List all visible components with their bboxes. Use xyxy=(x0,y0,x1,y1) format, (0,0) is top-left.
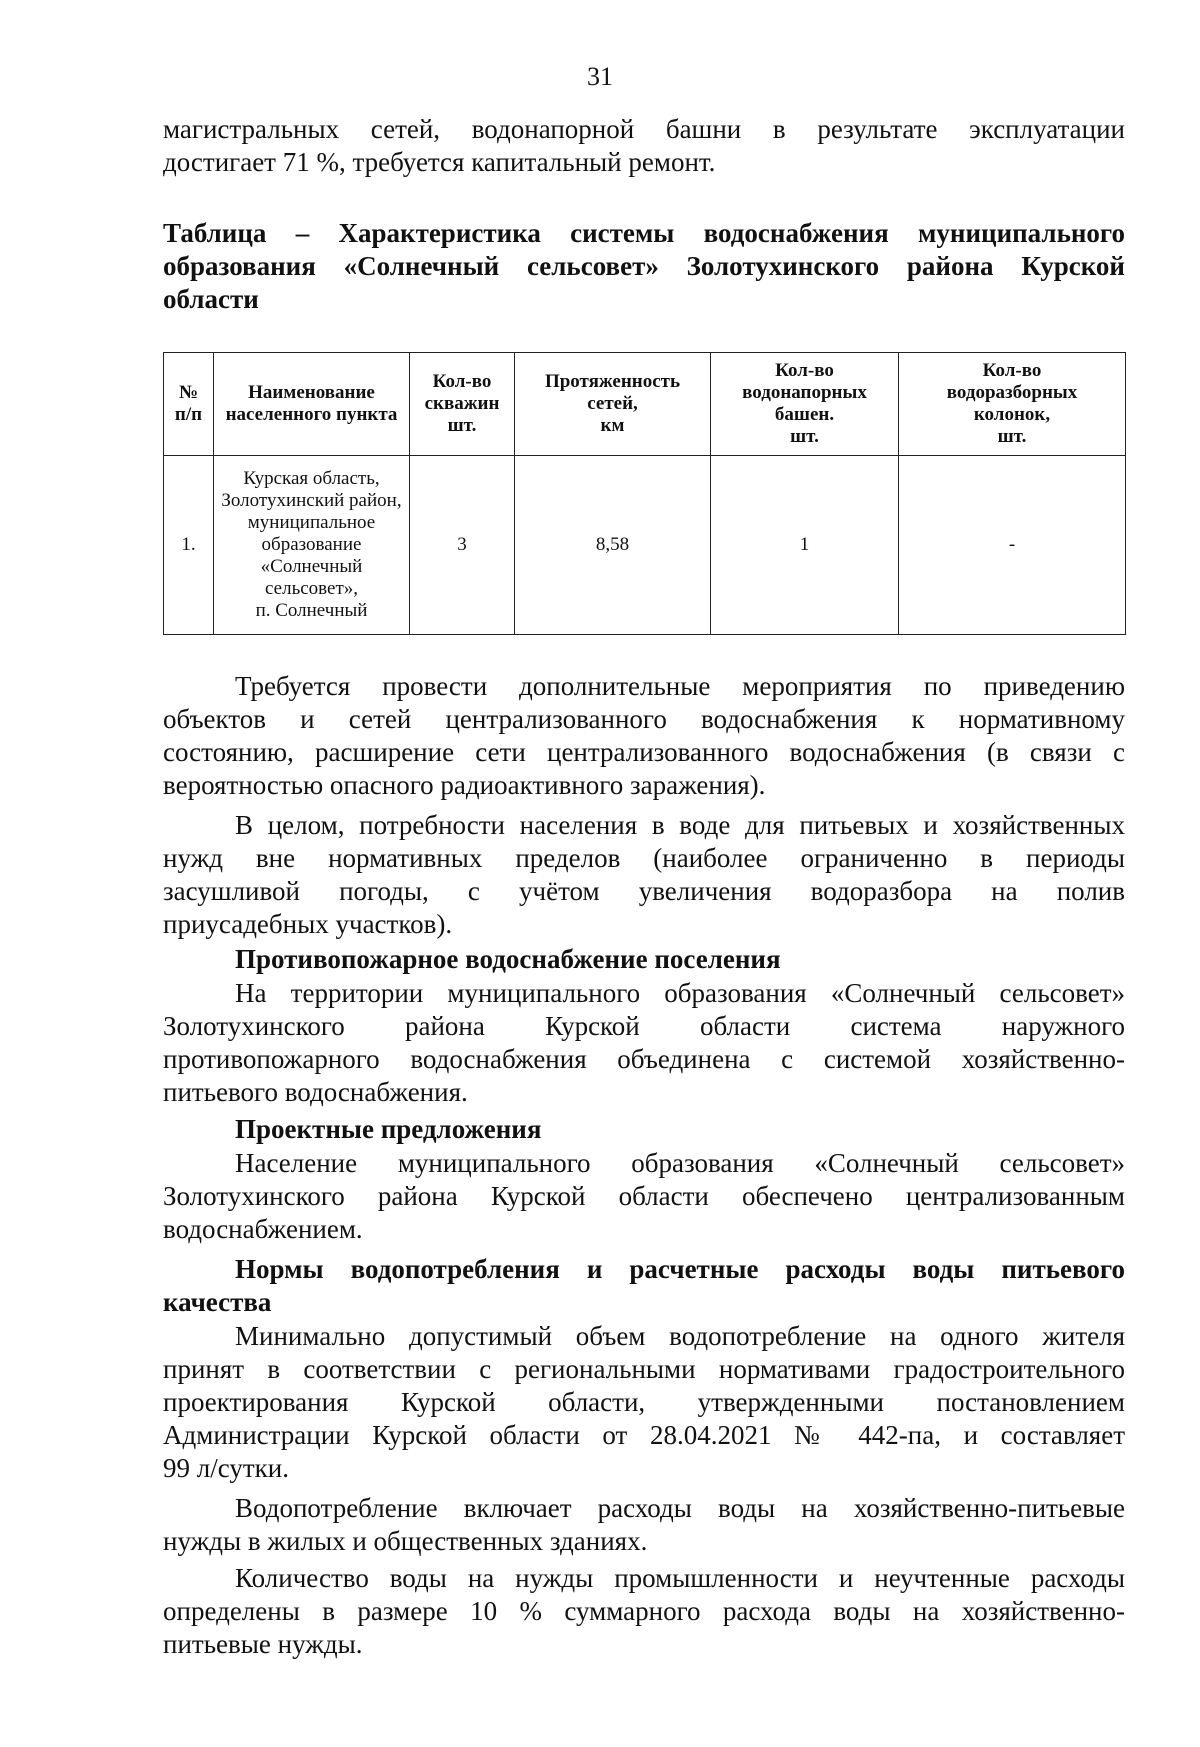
cell-network-length: 8,58 xyxy=(515,456,711,635)
intro-line: магистральных сетей, водонапорной башни в результате эксплуатации xyxy=(163,114,1125,144)
intro-line: достигает 71 %, требуется капитальный ремонт. xyxy=(163,147,716,177)
table-title xyxy=(163,217,1125,316)
paragraph-proposals: Население муниципального образования «Солнечный сельсовет» Золотухинского района Курской области обеспечено централизованным водоснабжением. xyxy=(163,1148,1125,1244)
paragraph-norms: Минимально допустимый объем водопотребление на одного жителя принят в соответствии с региональными нормативами градостроительного проектирования Курской области, утвержденными постановлением Администрации Курской области от 28.04.2021 № 442-па, и составляет 99 л/сутки. xyxy=(163,1321,1125,1483)
intro-paragraph xyxy=(163,113,1125,179)
header-network-length: Протяженность сетей, км xyxy=(515,353,711,456)
paragraph-measures: Требуется провести дополнительные мероприятия по приведению объектов и сетей централизованного водоснабжения к нормативному состоянию, расширение сети централизованного водоснабжения (в связи с вероятностью опасного радиоактивного заражения). xyxy=(163,671,1125,800)
table-title-line: Таблица – Характеристика системы водоснабжения муниципального xyxy=(163,218,1125,248)
table-title-line: области xyxy=(163,284,259,314)
cell-settlement: Курская область, Золотухинский район, муниципальное образование «Солнечный сельсовет», п. Солнечный xyxy=(214,456,410,635)
page-number: 31 xyxy=(587,62,613,91)
heading-proposals: Проектные предложения xyxy=(235,1114,542,1144)
table-row xyxy=(164,456,1126,635)
table-title-line: образования «Солнечный сельсовет» Золотухинского района Курской xyxy=(163,251,1125,281)
header-wells: Кол-во скважин шт. xyxy=(410,353,515,456)
heading-norms: Нормы водопотребления и расчетные расходы воды питьевого качества xyxy=(163,1254,1125,1317)
table-header-row xyxy=(164,353,1126,456)
header-hydrants: Кол-во водоразборных колонок, шт. xyxy=(899,353,1126,456)
paragraph-needs: В целом, потребности населения в воде для питьевых и хозяйственных нужд вне нормативных пределов (наиболее ограниченно в периоды засушливой погоды, с учётом увеличения водоразбора на полив приусадебных участков). xyxy=(163,810,1125,939)
cell-wells: 3 xyxy=(410,456,515,635)
water-supply-table xyxy=(163,352,1126,635)
heading-fire-water-supply: Противопожарное водоснабжение поселения xyxy=(235,944,781,974)
cell-hydrants: - xyxy=(899,456,1126,635)
paragraph-consumption: Водопотребление включает расходы воды на хозяйственно-питьевые нужды в жилых и общественных зданиях. xyxy=(163,1493,1125,1556)
cell-num: 1. xyxy=(164,456,214,635)
header-num: № п/п xyxy=(164,353,214,456)
paragraph-fire: На территории муниципального образования «Солнечный сельсовет» Золотухинского района Курской области система наружного противопожарного водоснабжения объединена с системой хозяйственно- питьевого водоснабжения. xyxy=(163,978,1125,1107)
header-settlement: Наименование населенного пункта xyxy=(214,353,410,456)
cell-water-towers: 1 xyxy=(711,456,899,635)
header-water-towers: Кол-во водонапорных башен. шт. xyxy=(711,353,899,456)
paragraph-industry: Количество воды на нужды промышленности и неучтенные расходы определены в размере 10 % суммарного расхода воды на хозяйственно- питьевые нужды. xyxy=(163,1563,1125,1659)
